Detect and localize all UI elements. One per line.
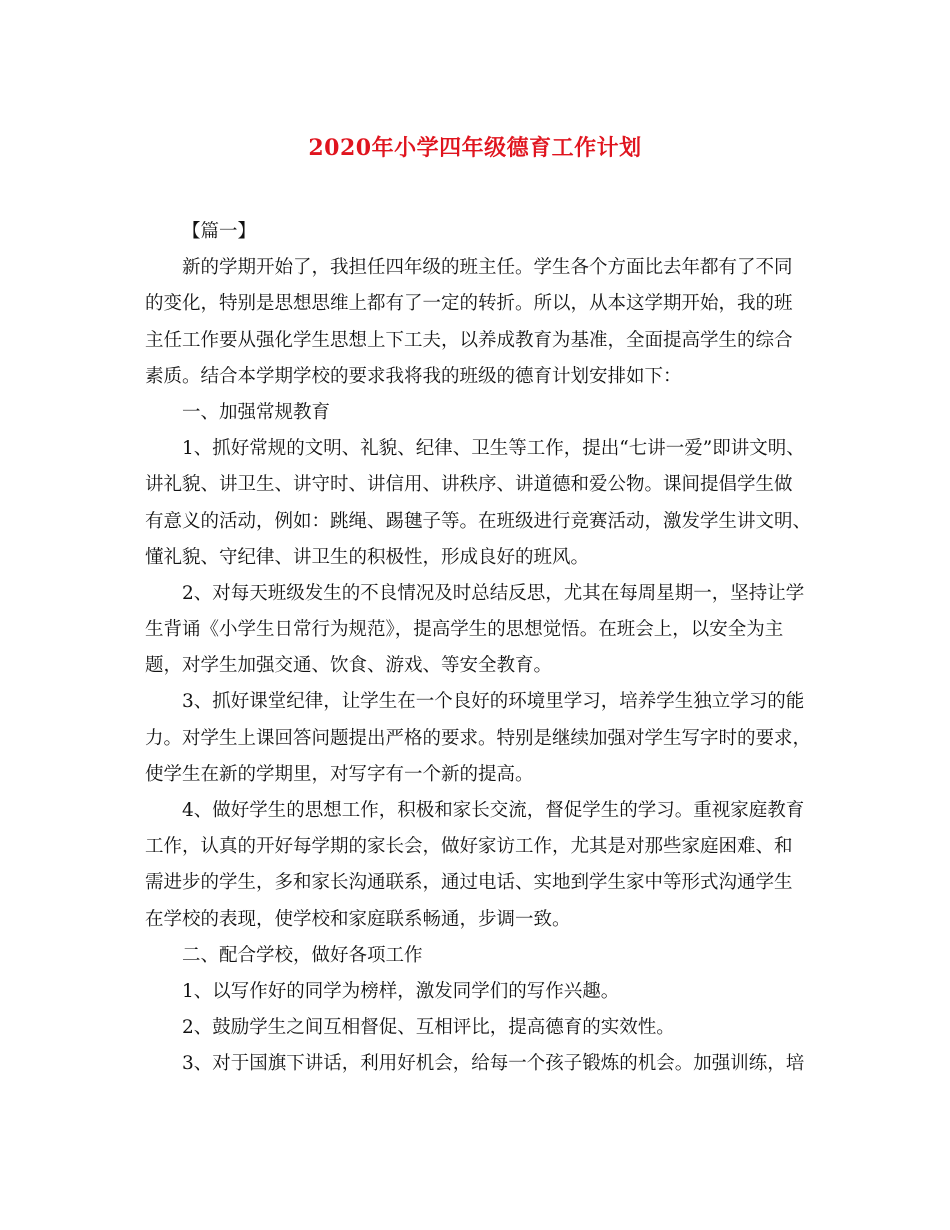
text-line: 题，对学生加强交通、饮食、游戏、等安全教育。: [145, 655, 553, 677]
text-line: 力。对学生上课回答问题提出严格的要求。特别是继续加强对学生写字时的要求，: [145, 727, 812, 749]
text-line: 1、抓好常规的文明、礼貌、纪律、卫生等工作，提出“七讲一爱”即讲文明、: [182, 438, 805, 460]
text-line: 一、加强常规教育: [182, 401, 331, 423]
text-line: 有意义的活动，例如：跳绳、踢毽子等。在班级进行竞赛活动，激发学生讲文明、: [145, 510, 812, 532]
document-title: 2020年小学四年级德育工作计划: [308, 135, 642, 161]
text-line: 3、对于国旗下讲话，利用好机会，给每一个孩子锻炼的机会。加强训练，培: [182, 1053, 805, 1075]
text-line: 讲礼貌、讲卫生、讲守时、讲信用、讲秩序、讲道德和爱公物。课间提倡学生做: [145, 474, 793, 496]
text-line: 【篇一】: [182, 221, 257, 242]
text-line: 4、做好学生的思想工作，积极和家长交流，督促学生的学习。重视家庭教育: [182, 800, 805, 821]
text-line: 1、以写作好的同学为榜样，激发同学们的写作兴趣。: [182, 980, 620, 1002]
text-line: 2、对每天班级发生的不良情况及时总结反思，尤其在每周星期一，坚持让学: [182, 582, 805, 604]
text-line: 3、抓好课堂纪律，让学生在一个良好的环境里学习，培养学生独立学习的能: [182, 691, 805, 713]
text-line: 懂礼貌、守纪律、讲卫生的积极性，形成良好的班风。: [145, 546, 590, 568]
text-line: 素质。结合本学期学校的要求我将我的班级的德育计划安排如下：: [145, 365, 682, 387]
text-line: 在学校的表现，使学校和家庭联系畅通，步调一致。: [145, 908, 571, 930]
text-line: 工作，认真的开好每学期的家长会，做好家访工作，尤其是对那些家庭困难、和: [145, 836, 793, 858]
text-line: 生背诵《小学生日常行为规范》，提高学生的思想觉悟。在班会上，以安全为主: [145, 619, 784, 641]
text-line: 使学生在新的学期里，对写字有一个新的提高。: [145, 763, 534, 785]
text-line: 主任工作要从强化学生思想上下工夫，以养成教育为基准，全面提高学生的综合: [145, 329, 793, 351]
text-line: 二、配合学校，做好各项工作: [182, 944, 423, 966]
text-line: 需进步的学生，多和家长沟通联系，通过电话、实地到学生家中等形式沟通学生: [145, 872, 793, 894]
text-line: 的变化，特别是思想思维上都有了一定的转折。所以，从本这学期开始，我的班: [145, 293, 793, 315]
text-line: 2、鼓励学生之间互相督促、互相评比，提高德育的实效性。: [182, 1017, 675, 1039]
document-body: [145, 214, 835, 1083]
text-line: 新的学期开始了，我担任四年级的班主任。学生各个方面比去年都有了不同: [182, 257, 793, 279]
